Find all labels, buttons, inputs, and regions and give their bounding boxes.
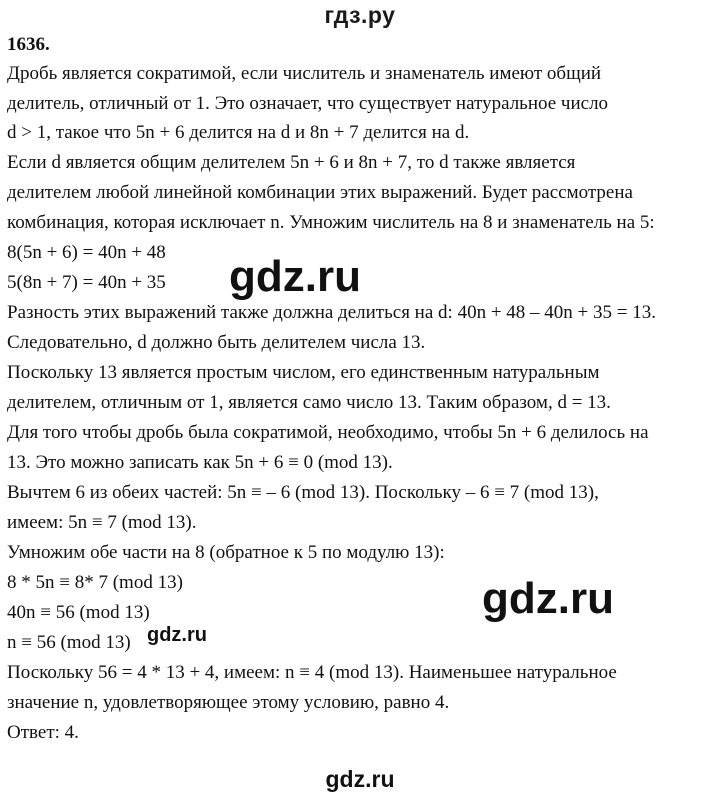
problem-number: 1636. xyxy=(7,34,50,55)
solution-line: 8(5n + 6) = 40n + 48 xyxy=(7,242,166,263)
solution-line: комбинация, которая исключает n. Умножим числитель на 8 и знаменатель на 5: xyxy=(7,212,655,233)
solution-line: делителем, отличным от 1, является само число 13. Таким образом, d = 13. xyxy=(7,392,611,413)
solution-line: Если d является общим делителем 5n + 6 и 8n + 7, то d также является xyxy=(7,152,576,173)
answer-line: Ответ: 4. xyxy=(7,722,79,743)
solution-line: Поскольку 13 является простым числом, его единственным натуральным xyxy=(7,362,600,383)
solution-line: Для того чтобы дробь была сократимой, необходимо, чтобы 5n + 6 делилось на xyxy=(7,422,649,443)
solution-line: значение n, удовлетворяющее этому условию, равно 4. xyxy=(7,692,450,713)
solution-line: делитель, отличный от 1. Это означает, что существует натуральное число xyxy=(7,93,609,114)
solution-line: Следовательно, d должно быть делителем числа 13. xyxy=(7,332,426,353)
watermark: gdz.ru xyxy=(482,574,614,623)
watermark: gdz.ru xyxy=(147,624,207,646)
solution-line: n ≡ 56 (mod 13) xyxy=(7,632,131,653)
solution-line: Разность этих выражений также должна делиться на d: 40n + 48 – 40n + 35 = 13. xyxy=(7,302,656,323)
watermark: gdz.ru xyxy=(229,252,361,301)
solution-line: 8 * 5n ≡ 8* 7 (mod 13) xyxy=(7,572,183,593)
solution-line: 13. Это можно записать как 5n + 6 ≡ 0 (mod 13). xyxy=(7,452,393,473)
solution-line: Умножим обе части на 8 (обратное к 5 по модулю 13): xyxy=(7,542,445,563)
solution-line: Дробь является сократимой, если числитель и знаменатель имеют общий xyxy=(7,63,602,84)
solution-line: делителем любой линейной комбинации этих выражений. Будет рассмотрена xyxy=(7,182,633,203)
site-header: гдз.ру xyxy=(324,2,396,28)
solution-line: имеем: 5n ≡ 7 (mod 13). xyxy=(7,512,197,533)
solution-line: Поскольку 56 = 4 * 13 + 4, имеем: n ≡ 4 (mod 13). Наименьшее натуральное xyxy=(7,662,617,683)
solution-line: 5(8n + 7) = 40n + 35 xyxy=(7,272,166,293)
solution-line: Вычтем 6 из обеих частей: 5n ≡ – 6 (mod 13). Поскольку – 6 ≡ 7 (mod 13), xyxy=(7,482,599,503)
solution-line: 40n ≡ 56 (mod 13) xyxy=(7,602,150,623)
solution-line: d > 1, такое что 5n + 6 делится на d и 8n + 7 делится на d. xyxy=(7,122,470,143)
watermark: gdz.ru xyxy=(325,766,395,792)
